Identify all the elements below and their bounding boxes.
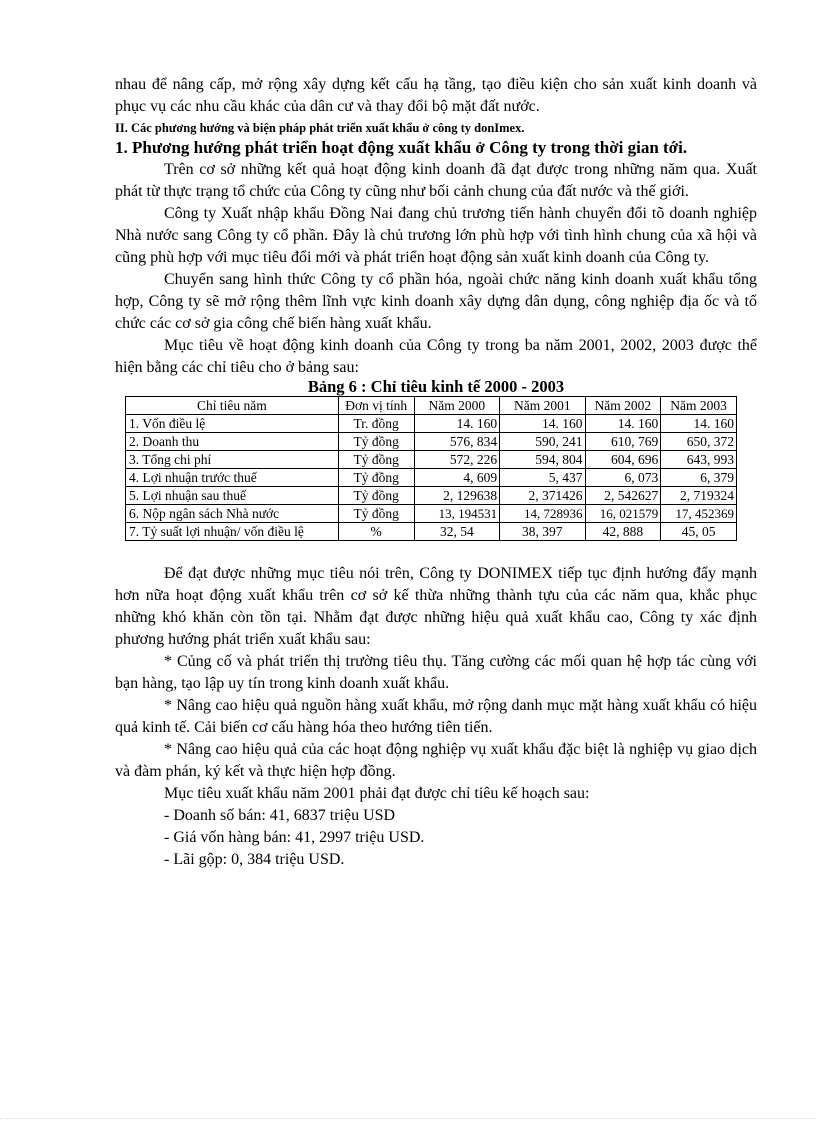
value-2001: 2, 371426 [500,487,585,505]
header-2003: Năm 2003 [661,397,737,415]
header-indicator: Chỉ tiêu năm [126,397,339,415]
table-row [126,487,737,505]
value-2003: 2, 719324 [661,487,737,505]
bullet-2: * Nâng cao hiệu quả nguồn hàng xuất khẩu, mở rộng danh mục mặt hàng xuất khẩu có hiệu quả kinh tế. Cải biến cơ cấu hàng hóa theo hướng tiên tiến. [115,697,757,736]
header-unit: Đơn vị tính [338,397,414,415]
row-name: 2. Doanh thu [126,433,339,451]
row-name: 7. Tỷ suất lợi nhuận/ vốn điều lệ [126,523,339,541]
heading-1: 1. Phương hướng phát triển hoạt động xuất khẩu ở Công ty trong thời gian tới. [115,138,688,157]
table-row [126,505,737,523]
table-body [126,415,737,541]
value-2002: 2, 542627 [585,487,661,505]
row-name: 3. Tổng chi phí [126,451,339,469]
row-name: 5. Lợi nhuận sau thuế [126,487,339,505]
value-2001: 38, 397 [500,523,585,541]
table-title: Bảng 6 : Chỉ tiêu kinh tế 2000 - 2003 [307,377,565,396]
value-2002: 610, 769 [585,433,661,451]
value-2002: 14. 160 [585,415,661,433]
value-2003: 6, 379 [661,469,737,487]
intro-paragraph: nhau để nâng cấp, mở rộng xây dựng kết cấu hạ tầng, tạo điều kiện cho sản xuất kinh doanh và phục vụ các nhu cầu khác của dân cư và thay đổi bộ mặt đất nước. [115,76,757,115]
value-2001: 594, 804 [500,451,585,469]
row-unit: Tỷ đồng [338,451,414,469]
value-2000: 13, 194531 [414,505,499,523]
target-item: - Doanh số bán: 41, 6837 triệu USD [164,807,396,824]
row-unit: Tỷ đồng [338,469,414,487]
header-2000: Năm 2000 [414,397,499,415]
row-name: 1. Vốn điều lệ [126,415,339,433]
section-title: II. Các phương hướng và biện pháp phát triển xuất khẩu ở công ty donImex. [115,121,525,135]
row-unit: Tỷ đồng [338,505,414,523]
value-2003: 14. 160 [661,415,737,433]
bullet-3: * Nâng cao hiệu quả của các hoạt động nghiệp vụ xuất khẩu đặc biệt là nghiệp vụ giao dịch và đàm phán, ký kết và thực hiện hợp đồng. [115,741,757,780]
value-2003: 643, 993 [661,451,737,469]
value-2000: 14. 160 [414,415,499,433]
value-2000: 32, 54 [414,523,499,541]
value-2002: 16, 021579 [585,505,661,523]
header-2001: Năm 2001 [500,397,585,415]
paragraph-2: Công ty Xuất nhập khẩu Đồng Nai đang chủ trương tiến hành chuyển đổi tõ doanh nghiệp Nhà nước sang Công ty cổ phần. Đây là chủ trương lớn phù hợp với tình hình chung của xã hội và cũng phù hợp với mục tiêu đổi mới và phát triển hoạt động sản xuất kinh doanh của Công ty. [115,205,757,266]
row-unit: Tỷ đồng [338,487,414,505]
table-row [126,433,737,451]
value-2001: 14. 160 [500,415,585,433]
value-2001: 590, 241 [500,433,585,451]
target-list [115,783,757,871]
table-header-row [126,397,737,415]
target-item: - Lãi gộp: 0, 384 triệu USD. [164,851,345,868]
value-2000: 576, 834 [414,433,499,451]
row-name: 6. Nộp ngân sách Nhà nước [126,505,339,523]
header-2002: Năm 2002 [585,397,661,415]
row-name: 4. Lợi nhuận trước thuế [126,469,339,487]
table-row [126,469,737,487]
value-2002: 604, 696 [585,451,661,469]
table-row [126,451,737,469]
row-unit: % [338,523,414,541]
document-page [115,74,757,871]
paragraph-1: Trên cơ sở những kết quả hoạt động kinh doanh đã đạt được trong những năm qua. Xuất phát từ thực trạng tổ chức của Công ty cũng như bối cảnh chung của đất nước và thế giới. [115,161,757,200]
paragraph-4: Mục tiêu về hoạt động kinh doanh của Công ty trong ba năm 2001, 2002, 2003 được thể hiện bằng các chỉ tiêu cho ở bảng sau: [115,337,757,376]
table-row [126,523,737,541]
value-2001: 5, 437 [500,469,585,487]
value-2002: 42, 888 [585,523,661,541]
paragraph-5: Để đạt được những mục tiêu nói trên, Công ty DONIMEX tiếp tục định hướng đẩy mạnh hơn nữa hoạt động xuất khẩu trên cơ sở kế thừa những thành tựu của các năm qua, khắc phục những khó khăn còn tồn tại. Nhằm đạt được những hiệu quả xuất khẩu cao, Công ty xác định phương hướng phát triển xuất khẩu sau: [115,565,757,648]
value-2000: 2, 129638 [414,487,499,505]
page-bottom-divider [0,1118,816,1119]
value-2003: 17, 452369 [661,505,737,523]
value-2002: 6, 073 [585,469,661,487]
row-unit: Tr. đồng [338,415,414,433]
value-2003: 45, 05 [661,523,737,541]
value-2000: 4, 609 [414,469,499,487]
economic-indicators-table [125,396,737,541]
bullet-1: * Củng cố và phát triển thị trường tiêu thụ. Tăng cường các mối quan hệ hợp tác cùng với bạn hàng, tạo lập uy tín trong kinh doanh xuất khẩu. [115,653,757,692]
paragraph-3: Chuyển sang hình thức Công ty cổ phần hóa, ngoài chức năng kinh doanh xuất khẩu tổng hợp, Công ty sẽ mở rộng thêm lĩnh vực kinh doanh xây dựng dân dụng, công nghiệp địa ốc và tổ chức các cơ sở gia công chế biến hàng xuất khẩu. [115,271,757,332]
row-unit: Tỷ đồng [338,433,414,451]
value-2000: 572, 226 [414,451,499,469]
value-2003: 650, 372 [661,433,737,451]
value-2001: 14, 728936 [500,505,585,523]
target-item: - Giá vốn hàng bán: 41, 2997 triệu USD. [164,829,425,846]
paragraph-6: Mục tiêu xuất khẩu năm 2001 phải đạt được chỉ tiêu kế hoạch sau: [164,785,590,802]
table-row [126,415,737,433]
